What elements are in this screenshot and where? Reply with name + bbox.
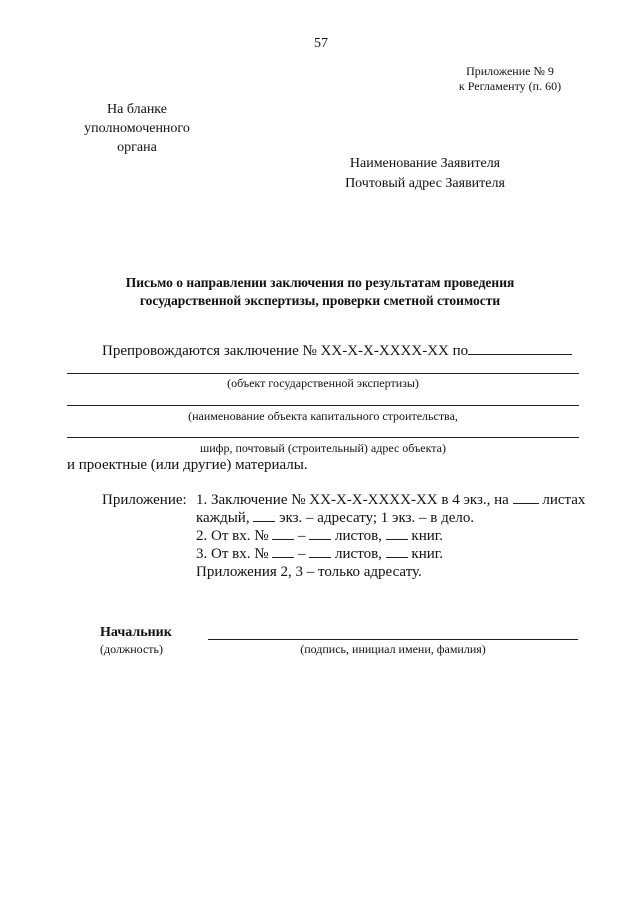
attachment-3-ref: 3. От вх. № [196, 546, 269, 562]
forward-line [102, 343, 572, 360]
object-blank-line-2 [67, 405, 579, 406]
letterhead-line-1: На бланке [107, 102, 167, 117]
signature-line [208, 639, 578, 640]
incoming-number-blank-3 [272, 546, 294, 558]
attachment-2-ref: 2. От вх. № [196, 528, 269, 544]
attachment-3-books: книг. [411, 546, 443, 562]
sheets-blank [513, 492, 539, 504]
title-line-2: государственной экспертизы, проверки сметной стоимости [139, 293, 501, 308]
recipient-address: Почтовый адрес Заявителя [345, 176, 505, 191]
materials-text: и проектные (или другие) материалы. [67, 457, 308, 473]
attachments-label: Приложение: [102, 492, 187, 508]
attachment-item-3 [196, 546, 443, 563]
attachment-item-1-cont [196, 510, 474, 527]
object-blank-short [468, 343, 572, 355]
appendix-reference [440, 64, 580, 94]
object-blank-line-1 [67, 373, 579, 374]
recipient-block [330, 154, 520, 194]
appendix-line-1: Приложение № 9 [466, 64, 554, 78]
attachment-1-sheets: листах [542, 492, 586, 508]
attachments-note: Приложения 2, 3 – только адресату. [196, 564, 422, 580]
books-count-blank-3 [386, 546, 408, 558]
position-hint: (должность) [100, 642, 163, 656]
incoming-number-blank [272, 528, 294, 540]
attachment-item-2 [196, 528, 443, 545]
copies-blank [253, 510, 275, 522]
attachment-2-dash: – [298, 528, 306, 544]
recipient-name: Наименование Заявителя [349, 156, 501, 171]
incoming-date-blank-3 [309, 546, 331, 558]
attachment-3-dash: – [298, 546, 306, 562]
hint-code-address: шифр, почтовый (строительный) адрес объекта) [200, 441, 446, 455]
attachment-2-books: книг. [411, 528, 443, 544]
attachment-2-sheets: листов, [335, 528, 382, 544]
signatory-position: Начальник [100, 625, 172, 640]
attachment-item-1 [196, 492, 585, 509]
books-count-blank [386, 528, 408, 540]
signature-hint: (подпись, инициал имени, фамилия) [300, 642, 486, 656]
letterhead-line-3: органа [117, 140, 157, 155]
hint-examination-object: (объект государственной экспертизы) [227, 376, 419, 390]
forward-text: Препровождаются заключение № ХХ-Х-Х-ХХХХ-ХХ по [102, 343, 469, 359]
hint-construction-object: (наименование объекта капитального строительства, [188, 409, 458, 423]
page-number: 57 [314, 36, 328, 51]
attachment-1-distribution: экз. – адресату; 1 экз. – в дело. [279, 510, 475, 526]
attachment-1-text: 1. Заключение № ХХ-Х-Х-ХХХХ-ХХ в 4 экз., на [196, 492, 509, 508]
object-blank-line-3 [67, 437, 579, 438]
title-line-1: Письмо о направлении заключения по результатам проведения [125, 275, 515, 290]
letterhead-line-2: уполномоченного [84, 121, 190, 136]
attachment-1-each: каждый, [196, 510, 250, 526]
attachment-3-sheets: листов, [335, 546, 382, 562]
appendix-line-2: к Регламенту (п. 60) [458, 79, 562, 93]
letterhead-note [72, 100, 202, 157]
incoming-date-blank [309, 528, 331, 540]
letter-title [80, 274, 560, 310]
